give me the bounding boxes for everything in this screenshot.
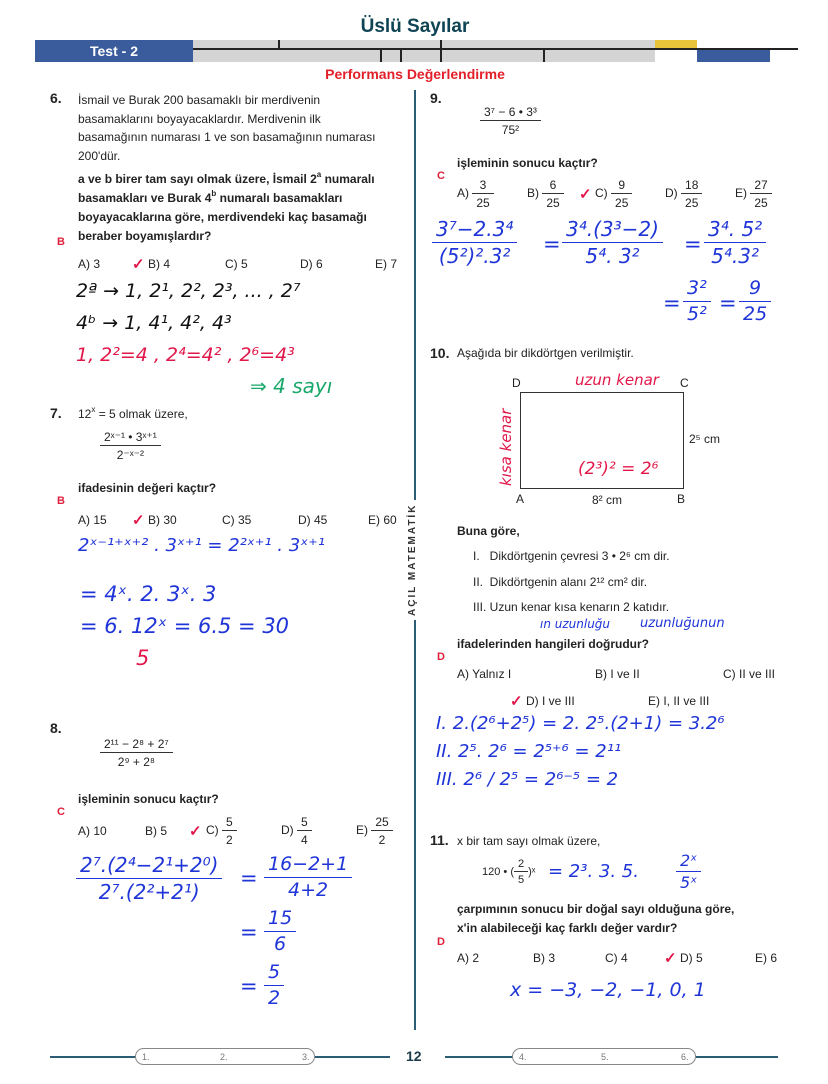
- question-prompt: işleminin sonucu kaçtır?: [78, 792, 219, 806]
- side-length: 8² cm: [592, 493, 622, 507]
- statement: III. Uzun kenar kısa kenarın 2 katıdır.: [473, 600, 670, 614]
- expression-fraction: 2¹¹ − 2⁸ + 2⁷ 2⁹ + 2⁸: [100, 737, 173, 769]
- handwritten-fraction: 9 25: [739, 278, 771, 326]
- handwritten-note: II. 2⁵. 2⁶ = 2⁵⁺⁶ = 2¹¹: [436, 741, 622, 762]
- option-e[interactable]: E) $\frac{27}{25}$: [735, 178, 772, 210]
- option-c[interactable]: C) 5: [225, 257, 248, 271]
- equals-sign: =: [684, 232, 702, 256]
- section-subtitle: Performans Değerlendirme: [325, 66, 505, 82]
- handwritten-fraction: 2ˣ 5ˣ: [676, 852, 701, 893]
- side-label-text: AÇIL MATEMATİK: [407, 503, 418, 616]
- checkmark-icon: ✓: [189, 823, 202, 840]
- option-b[interactable]: B) 30: [148, 513, 177, 527]
- answer-key: D: [437, 936, 445, 948]
- question-prompt: a ve b birer tam sayı olmak üzere, İsmail 2$^a$ numaralı basamakları ve Burak 4$^b$ numaralı basamakları boyayacaklarına göre, merdivendeki kaç basamağı beraber boyamışlardır?: [78, 170, 375, 243]
- handwritten-fraction: 15 6: [264, 908, 296, 956]
- statement: II. Dikdörtgenin alanı 2¹² cm² dir.: [473, 575, 648, 589]
- handwritten-fraction: 3⁷−2.3⁴ (5²)².3²: [432, 218, 517, 268]
- answer-key: D: [437, 651, 445, 663]
- side-length: 2⁵ cm: [689, 432, 720, 446]
- option-e[interactable]: E) 6: [755, 951, 778, 965]
- option-a[interactable]: A) 15: [78, 513, 107, 527]
- header-bar: [35, 40, 795, 62]
- option-a[interactable]: A) 2: [457, 951, 480, 965]
- vertex-label: D: [512, 376, 521, 390]
- expression-fraction: 2ˣ⁻¹ • 3ˣ⁺¹ 2⁻ˣ⁻²: [100, 430, 161, 462]
- option-b[interactable]: B) 5: [145, 824, 168, 838]
- answer-key: C: [437, 170, 445, 182]
- question-text: Aşağıda bir dikdörtgen verilmiştir.: [457, 346, 634, 360]
- question-number: 6.: [50, 90, 62, 106]
- option-e[interactable]: E) I, II ve III: [648, 694, 710, 708]
- expression-fraction: 3⁷ − 6 • 3³ 75²: [480, 105, 541, 137]
- text-line: İsmail ve Burak 200 basamaklı bir merdivenin: [78, 93, 321, 107]
- handwritten-answer: x = −3, −2, −1, 0, 1: [510, 979, 706, 1001]
- question-number: 10.: [430, 345, 450, 361]
- option-c[interactable]: C) $\frac{9}{25}$: [595, 178, 632, 210]
- option-b[interactable]: B) 3: [533, 951, 556, 965]
- handwritten-note: 4ᵇ → 1, 4¹, 4², 4³: [76, 312, 232, 334]
- option-a[interactable]: A) 10: [78, 824, 107, 838]
- handwritten-answer: ⇒ 4 sayı: [250, 374, 333, 398]
- text-line: basamaklarını boyayacaklardır. Merdivenin ilk: [78, 111, 321, 126]
- option-d[interactable]: D) $\frac{5}{4}$: [281, 815, 312, 847]
- question-number: 9.: [430, 90, 442, 106]
- answer-key: B: [57, 495, 65, 507]
- handwritten-note: 2ª → 1, 2¹, 2², 2³, ... , 2⁷: [76, 280, 301, 302]
- expression: 120 • ( $\frac{2}{5}$ )ˣ: [482, 858, 536, 886]
- page-title: Üslü Sayılar: [360, 16, 470, 37]
- equals-sign: =: [240, 920, 258, 944]
- equals-sign: =: [663, 291, 681, 315]
- equals-sign: =: [240, 866, 258, 890]
- option-e[interactable]: E) 60: [368, 513, 397, 527]
- option-a[interactable]: A) $\frac{3}{25}$: [457, 178, 494, 210]
- option-c[interactable]: C) II ve III: [723, 667, 776, 681]
- vertex-label: B: [677, 492, 686, 506]
- question-text: $12^x = 5$ olmak üzere,: [78, 405, 188, 421]
- question-number: 11.: [430, 832, 449, 848]
- handwritten-note: = 4ˣ. 2. 3ˣ. 3: [80, 582, 217, 606]
- question-text: Buna göre,: [457, 524, 520, 538]
- vertex-label: C: [680, 376, 689, 390]
- page-marks-left: 1. 2. 3.: [135, 1048, 315, 1065]
- equals-sign: =: [240, 974, 258, 998]
- vertex-label: A: [516, 492, 525, 506]
- option-d[interactable]: D) 6: [300, 257, 323, 271]
- option-d[interactable]: D) 5: [680, 951, 703, 965]
- handwritten-note: = 6. 12ˣ = 6.5 = 30: [80, 614, 290, 638]
- text-line: basamağının numarası 1 ve son basamağının numarası: [78, 130, 376, 144]
- option-a[interactable]: A) 3: [78, 257, 101, 271]
- handwritten-note: ın uzunluğu: [540, 617, 611, 631]
- test-label: Test - 2: [35, 40, 193, 62]
- option-d[interactable]: D) 45: [298, 513, 328, 527]
- handwritten-fraction: 5 2: [264, 962, 284, 1010]
- equals-sign: =: [719, 291, 737, 315]
- question-prompt: çarpımının sonucu bir doğal sayı olduğuna göre,: [457, 902, 735, 916]
- option-a[interactable]: A) Yalnız I: [457, 667, 512, 681]
- handwritten-fraction: 2⁷.(2⁴−2¹+2⁰) 2⁷.(2²+2¹): [76, 854, 222, 904]
- option-c[interactable]: C) $\frac{5}{2}$: [206, 815, 237, 847]
- page-marks-right: 4. 5. 6.: [512, 1048, 696, 1065]
- handwritten-fraction: 16−2+1 4+2: [264, 854, 352, 902]
- handwritten-note: uzun kenar: [575, 371, 659, 389]
- option-d[interactable]: D) I ve III: [526, 694, 575, 708]
- option-e[interactable]: E) 7: [375, 257, 398, 271]
- checkmark-icon: ✓: [132, 256, 145, 273]
- question-prompt: ifadelerinden hangileri doğrudur?: [457, 637, 650, 651]
- checkmark-icon: ✓: [132, 512, 145, 529]
- option-b[interactable]: B) I ve II: [595, 667, 640, 681]
- question-number: 7.: [50, 405, 62, 421]
- answer-key: C: [57, 806, 65, 818]
- handwritten-note: 5: [136, 646, 150, 670]
- handwritten-fraction: 3⁴. 5² 5⁴.3²: [704, 218, 766, 268]
- checkmark-icon: ✓: [664, 950, 677, 967]
- statement: I. Dikdörtgenin çevresi 3 • 2⁶ cm dir.: [473, 549, 670, 563]
- equals-sign: =: [543, 232, 561, 256]
- question-text: [78, 91, 376, 165]
- handwritten-fraction: 3² 5²: [683, 278, 711, 326]
- option-b[interactable]: B) $\frac{6}{25}$: [527, 178, 564, 210]
- question-prompt: ifadesinin değeri kaçtır?: [78, 481, 217, 495]
- question-text: x bir tam sayı olmak üzere,: [457, 834, 601, 848]
- question-number: 8.: [50, 720, 62, 736]
- text-line: 200'dür.: [78, 148, 121, 163]
- handwritten-note: I. 2.(2⁶+2⁵) = 2. 2⁵.(2+1) = 3.2⁶: [436, 713, 725, 734]
- side-label: [407, 500, 418, 620]
- handwritten-fraction: 3⁴.(3³−2) 5⁴. 3²: [562, 218, 663, 268]
- page-number: 12: [406, 1048, 422, 1064]
- question-prompt: işleminin sonucu kaçtır?: [457, 156, 598, 170]
- checkmark-icon: ✓: [510, 693, 523, 710]
- handwritten-note: 1, 2²=4 , 2⁴=4² , 2⁶=4³: [76, 344, 295, 366]
- handwritten-note: (2³)² = 2⁶: [578, 459, 659, 479]
- handwritten-note: uzunluğunun: [640, 616, 725, 631]
- checkmark-icon: ✓: [579, 186, 592, 203]
- option-e[interactable]: E) $\frac{25}{2}$: [356, 815, 393, 847]
- option-c[interactable]: C) 4: [605, 951, 628, 965]
- option-b[interactable]: B) 4: [148, 257, 171, 271]
- option-d[interactable]: D) $\frac{18}{25}$: [665, 178, 702, 210]
- handwritten-note: 2ˣ⁻¹⁺ˣ⁺² . 3ˣ⁺¹ = 2²ˣ⁺¹ . 3ˣ⁺¹: [78, 535, 325, 556]
- handwritten-note: kısa kenar: [497, 408, 515, 486]
- question-prompt: x'in alabileceği kaç farklı değer vardır?: [457, 921, 678, 935]
- handwritten-note: III. 2⁶ / 2⁵ = 2⁶⁻⁵ = 2: [436, 769, 619, 790]
- option-c[interactable]: C) 35: [222, 513, 252, 527]
- handwritten-note: = 2³. 3. 5.: [548, 861, 639, 882]
- answer-key: B: [57, 236, 65, 248]
